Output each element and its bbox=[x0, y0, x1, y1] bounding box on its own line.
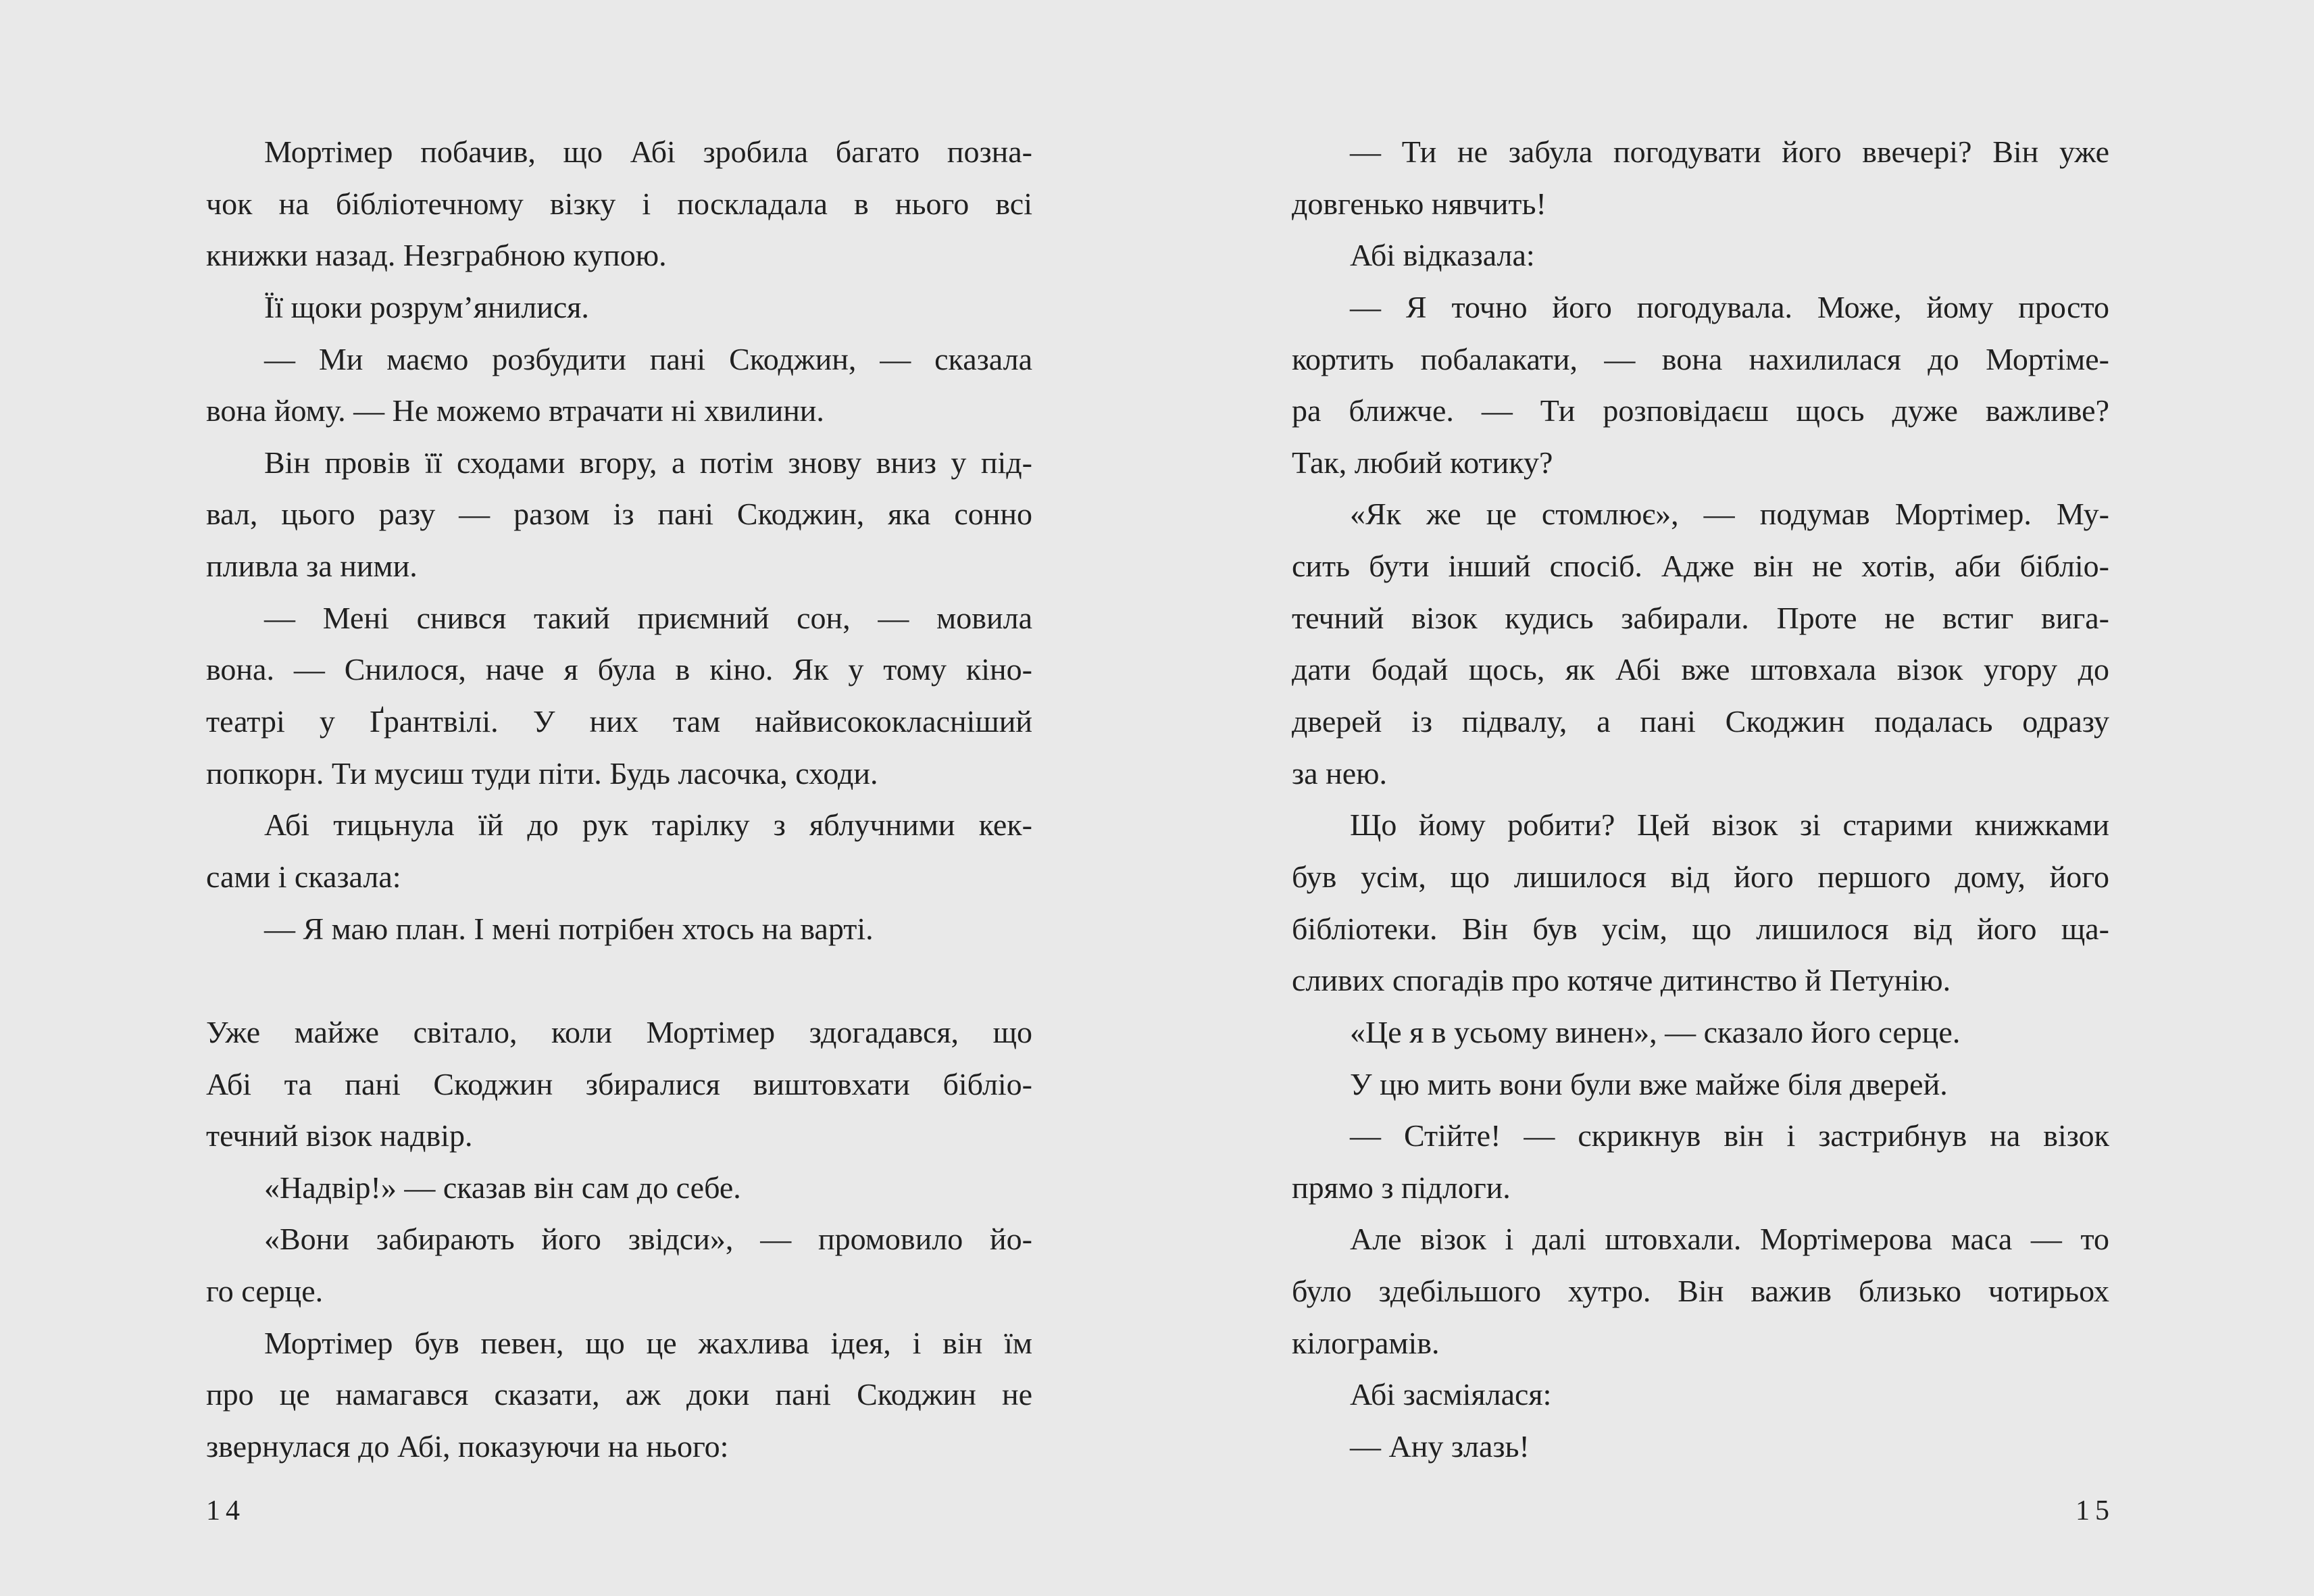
text-line: кілограмів. bbox=[1292, 1325, 1440, 1360]
text-line: довгенько нявчить! bbox=[1292, 186, 1546, 221]
text-line: Мортімер був певен, що це жахлива ідея, і він їм bbox=[264, 1325, 1032, 1360]
text-line: дати бодай щось, як Абі вже штовхала візок угору до bbox=[1292, 652, 2109, 687]
text-line: Абі та пані Скоджин збиралися виштовхати бібліо- bbox=[206, 1066, 1032, 1101]
text-line: Абі відказала: bbox=[1350, 238, 1535, 273]
text-line: течний візок надвір. bbox=[206, 1118, 473, 1153]
text-line: книжки назад. Незграбною купою. bbox=[206, 238, 667, 273]
text-line: чок на бібліотечному візку і поскладала в нього всі bbox=[206, 186, 1032, 221]
text-line: прямо з підлоги. bbox=[1292, 1170, 1511, 1205]
text-line: «Вони забирають його звідси», — промовило йо- bbox=[264, 1222, 1032, 1257]
text-line: — Мені снився такий приємний сон, — мовила bbox=[264, 600, 1032, 635]
text-line: Але візок і далі штовхали. Мортімерова маса — то bbox=[1350, 1222, 2109, 1257]
page-left-text bbox=[206, 126, 1032, 1473]
text-line: дверей із підвалу, а пані Скоджин подалась одразу bbox=[1292, 704, 2109, 739]
text-line: — Стійте! — скрикнув він і застрибнув на візок bbox=[1350, 1118, 2109, 1153]
text-line: про це намагався сказати, аж доки пані Скоджин не bbox=[206, 1377, 1032, 1412]
blank-line bbox=[206, 955, 1032, 1007]
text-line: Мортімер побачив, що Абі зробила багато позна- bbox=[264, 134, 1032, 169]
text-line: звернулася до Абі, показуючи на нього: bbox=[206, 1429, 729, 1464]
page-number-left: 14 bbox=[206, 1495, 245, 1526]
page-number-right: 15 bbox=[2076, 1495, 2115, 1526]
text-line: Що йому робити? Цей візок зі старими книжками bbox=[1350, 807, 2109, 843]
text-line: попкорн. Ти мусиш туди піти. Будь ласочка, сходи. bbox=[206, 755, 878, 791]
text-line: бібліотеки. Він був усім, що лишилося від його ща- bbox=[1292, 911, 2109, 946]
text-line: сливих спогадів про котяче дитинство й Петунію. bbox=[1292, 963, 1951, 998]
page-right bbox=[1292, 126, 2115, 1596]
text-line: Абі тицьнула їй до рук тарілку з яблучними кек- bbox=[264, 807, 1032, 843]
text-line: Її щоки розрум’янилися. bbox=[264, 289, 589, 324]
text-line: — Ти не забула погодувати його ввечері? Він уже bbox=[1350, 134, 2109, 169]
text-line: Уже майже світало, коли Мортімер здогадався, що bbox=[206, 1014, 1032, 1049]
text-line: вона. — Снилося, наче я була в кіно. Як у тому кіно- bbox=[206, 652, 1032, 687]
text-line: — Ми маємо розбудити пані Скоджин, — сказала bbox=[264, 341, 1032, 376]
text-line: Він провів її сходами вгору, а потім знову вниз у під- bbox=[264, 445, 1032, 480]
text-line: пливла за ними. bbox=[206, 549, 418, 584]
text-line: сами і сказала: bbox=[206, 859, 401, 894]
text-line: течний візок кудись забирали. Проте не встиг вига- bbox=[1292, 600, 2109, 635]
text-line: ра ближче. — Ти розповідаєш щось дуже важливе? bbox=[1292, 393, 2109, 428]
page-left bbox=[206, 126, 1032, 1596]
text-line: У цю мить вони були вже майже біля дверей. bbox=[1350, 1066, 1948, 1101]
text-line: «Надвір!» — сказав він сам до себе. bbox=[264, 1170, 741, 1205]
text-line: за нею. bbox=[1292, 755, 1387, 791]
text-line: — Я точно його погодувала. Може, йому просто bbox=[1350, 289, 2109, 324]
text-line: — Ану злазь! bbox=[1350, 1429, 1530, 1464]
page-right-text bbox=[1292, 126, 2109, 1473]
text-line: «Як же це стомлює», — подумав Мортімер. Му- bbox=[1350, 497, 2109, 532]
text-line: вона йому. — Не можемо втрачати ні хвилини. bbox=[206, 393, 824, 428]
text-line: Так, любий котику? bbox=[1292, 445, 1553, 480]
text-line: кортить побалакати, — вона нахилилася до Мортіме- bbox=[1292, 341, 2109, 376]
text-line: «Це я в усьому винен», — сказало його серце. bbox=[1350, 1014, 1961, 1049]
text-line: театрі у Ґрантвілі. У них там найвисококласніший bbox=[206, 704, 1032, 739]
text-line: було здебільшого хутро. Він важив близько чотирьох bbox=[1292, 1274, 2109, 1309]
text-line: сить бути інший спосіб. Адже він не хотів, аби бібліо- bbox=[1292, 549, 2109, 584]
text-line: Абі засміялася: bbox=[1350, 1377, 1552, 1412]
text-line: го серце. bbox=[206, 1274, 324, 1309]
text-line: вал, цього разу — разом із пані Скоджин, яка сонно bbox=[206, 497, 1032, 532]
text-line: був усім, що лишилося від його першого дому, його bbox=[1292, 859, 2109, 894]
text-line: — Я маю план. І мені потрібен хтось на варті. bbox=[264, 911, 874, 946]
